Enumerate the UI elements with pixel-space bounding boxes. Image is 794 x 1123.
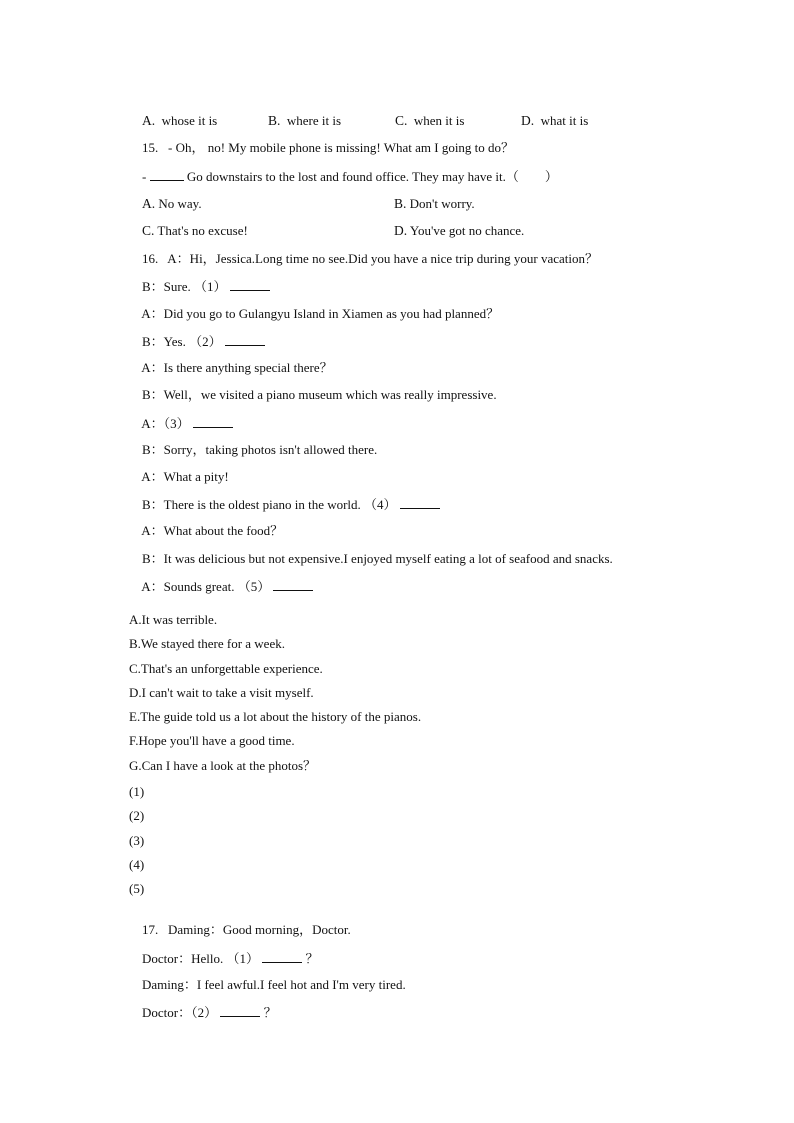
dialogue-text: A：（3） bbox=[141, 416, 193, 431]
option-text: what it is bbox=[540, 113, 589, 128]
dialogue-text: A：Hi，Jessica.Long time no see.Did you have a nice trip during your vacation？ bbox=[167, 251, 598, 266]
answer-slot-3[interactable]: (3) bbox=[129, 833, 145, 848]
option-text: where it is bbox=[286, 113, 342, 128]
dialogue-text: B：Sorry，taking photos isn't allowed there. bbox=[142, 442, 378, 457]
choice-f: F.Hope you'll have a good time. bbox=[129, 733, 295, 748]
question-number: 17. bbox=[142, 922, 159, 937]
choice-a: A.It was terrible. bbox=[129, 612, 218, 627]
answer-blank[interactable] bbox=[220, 1004, 260, 1017]
dialogue-text: B：It was delicious but not expensive.I enjoyed myself eating a lot of seafood and snacks. bbox=[142, 551, 613, 566]
choice-b: B.We stayed there for a week. bbox=[129, 636, 285, 651]
dialogue-text: Daming：Good morning，Doctor. bbox=[168, 922, 351, 937]
option-letter: C. bbox=[142, 223, 155, 238]
option-letter: A. bbox=[142, 113, 156, 128]
question-number: 16. bbox=[142, 251, 159, 266]
dialogue-text: B：Yes. （2） bbox=[142, 334, 225, 349]
q16-line-13 bbox=[129, 562, 313, 611]
option-letter: B. bbox=[268, 113, 281, 128]
dialogue-text: Doctor：Hello. （1） bbox=[142, 951, 263, 966]
dash: - bbox=[142, 169, 150, 184]
dialogue-text: Daming：I feel awful.I feel hot and I'm very tired. bbox=[142, 977, 406, 992]
answer-slot-1[interactable]: (1) bbox=[129, 784, 145, 799]
option-letter: D. bbox=[394, 223, 408, 238]
dialogue-text: A：Is there anything special there？ bbox=[141, 360, 333, 375]
answer-slot-5[interactable]: (5) bbox=[129, 881, 145, 896]
dialogue-text: B：Sure. （1） bbox=[142, 279, 230, 294]
q14-option-d bbox=[508, 97, 588, 145]
option-text: That's no excuse! bbox=[157, 223, 248, 238]
option-letter: C. bbox=[395, 113, 408, 128]
dialogue-text: A：Sounds great. （5） bbox=[141, 579, 274, 594]
dialogue-suffix: ？ bbox=[302, 951, 319, 966]
option-text: Don't worry. bbox=[409, 196, 475, 211]
option-text: when it is bbox=[413, 113, 465, 128]
option-letter: B. bbox=[394, 196, 407, 211]
dialogue-text: B：Well，we visited a piano museum which was really impressive. bbox=[142, 387, 497, 402]
option-text: No way. bbox=[158, 196, 202, 211]
answer-blank[interactable] bbox=[400, 496, 440, 509]
dialogue-text: B：There is the oldest piano in the world. （4） bbox=[142, 497, 400, 512]
q17-line-4 bbox=[129, 988, 277, 1037]
choice-d: D.I can't wait to take a visit myself. bbox=[129, 685, 314, 700]
answer-slot-2[interactable]: (2) bbox=[129, 808, 145, 823]
choice-e: E.The guide told us a lot about the history of the pianos. bbox=[129, 709, 422, 724]
option-text: whose it is bbox=[161, 113, 218, 128]
dialogue-text: Doctor：（2） bbox=[142, 1005, 221, 1020]
answer-slot-4[interactable]: (4) bbox=[129, 857, 145, 872]
question-text: - Oh， no! My mobile phone is missing! What am I going to do？ bbox=[168, 140, 515, 155]
choice-c: C.That's an unforgettable experience. bbox=[129, 661, 323, 676]
question-number: 15. bbox=[142, 140, 159, 155]
choice-g: G.Can I have a look at the photos？ bbox=[129, 758, 317, 773]
dialogue-suffix: ？ bbox=[260, 1005, 277, 1020]
option-letter: A. bbox=[142, 196, 156, 211]
dialogue-text: A：What a pity! bbox=[141, 469, 229, 484]
question-text: Go downstairs to the lost and found office. They may have it.（ ） bbox=[183, 169, 558, 184]
answer-blank[interactable] bbox=[273, 578, 313, 591]
dialogue-text: A：What about the food？ bbox=[141, 523, 284, 538]
option-text: You've got no chance. bbox=[409, 223, 525, 238]
option-letter: D. bbox=[521, 113, 535, 128]
dialogue-text: A：Did you go to Gulangyu Island in Xiamen as you had planned？ bbox=[141, 306, 500, 321]
